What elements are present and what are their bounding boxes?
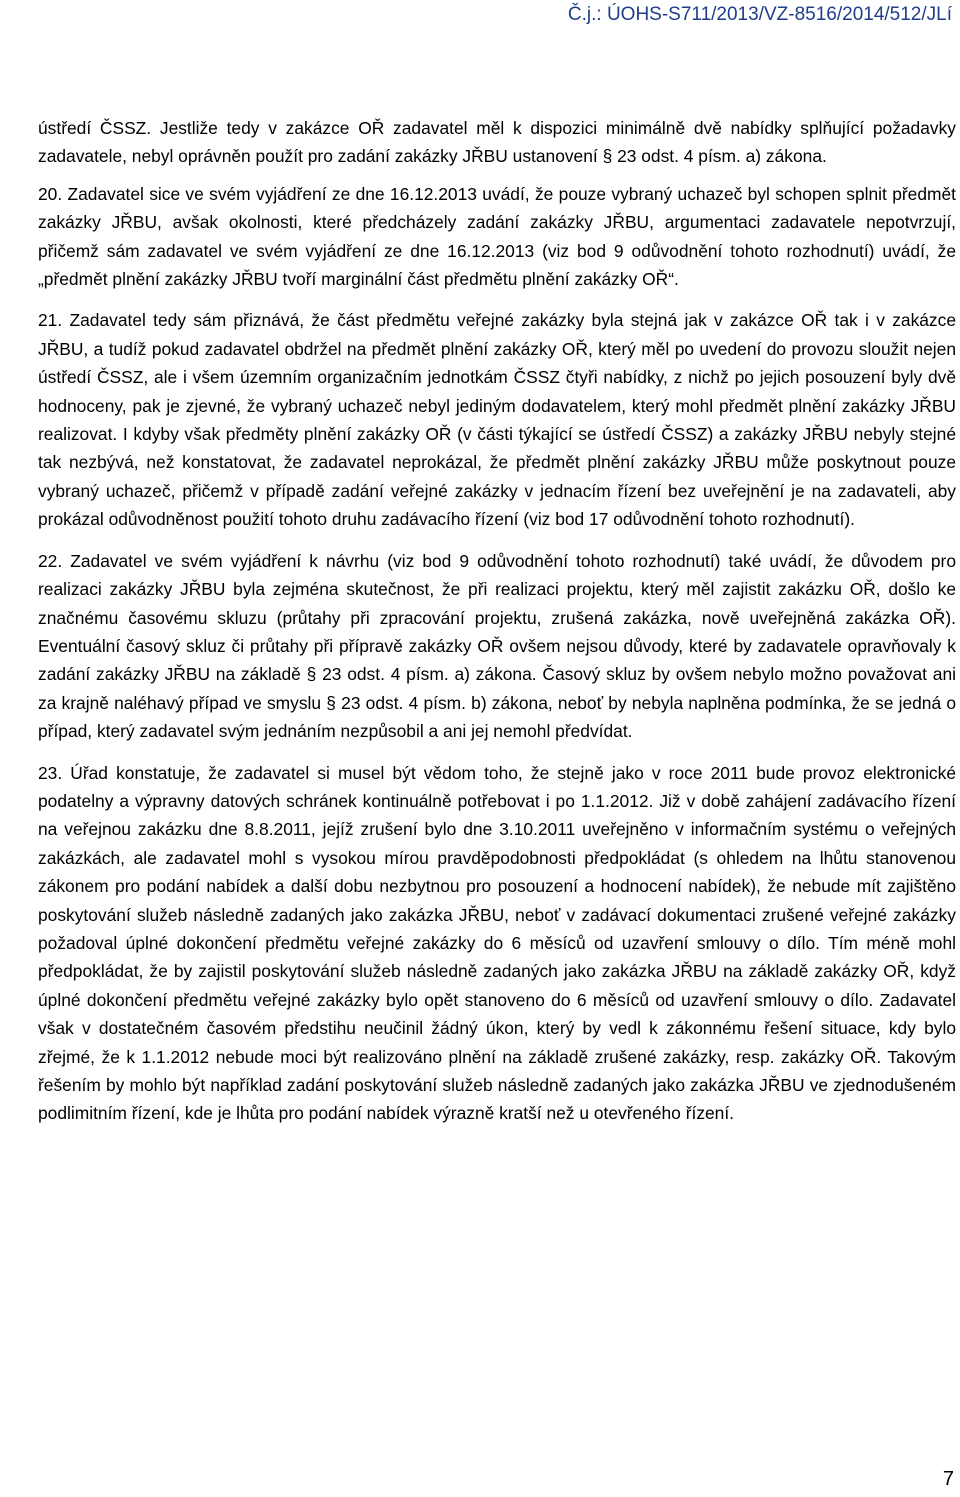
paragraph-21: 21. Zadavatel tedy sám přiznává, že část předmětu veřejné zakázky byla stejná jak v zakázce OŘ tak i v zakázce JŘBU, a tudíž pokud zadavatel obdržel na předmět plnění zakázky OŘ, který měl po uvedení do provozu sloužit nejen ústředí ČSSZ, ale i všem územním organizačním jednotkám ČSSZ čtyři nabídky, z nichž po jejich posouzení byly dvě hodnoceny, pak je zjevné, že vybraný uchazeč nebyl jediným dodavatelem, který mohl předmět plnění zakázky JŘBU realizovat. I kdyby však předměty plnění zakázky OŘ (v části týkající se ústředí ČSSZ) a zakázky JŘBU nebyly stejné tak nezbývá, než konstatovat, že zadavatel neprokázal, že předmět plnění zakázky JŘBU může poskytnout pouze vybraný uchazeč, přičemž v případě zadání veřejné zakázky v jednacím řízení bez uveřejnění je na zadavateli, aby prokázal odůvodněnost použití tohoto druhu zadávacího řízení (viz bod 17 odůvodnění tohoto rozhodnutí). [38,310,956,530]
paragraph-23: 23. Úřad konstatuje, že zadavatel si musel být vědom toho, že stejně jako v roce 2011 bude provoz elektronické podatelny a výpravny datových schránek kontinuálně potřebovat i po 1.1.2012. Již v době zahájení zadávacího řízení na veřejnou zakázku dne 8.8.2011, jejíž zrušení bylo dne 3.10.2011 uveřejněno v informačním systému o veřejných zakázkách, ale zadavatel mohl s vysokou mírou pravděpodobnosti předpokládat (s ohledem na lhůtu stanovenou zákonem pro podání nabídek a další dobu nezbytnou pro posouzení a hodnocení nabídek), že nebude mít zajištěno poskytování služeb následně zadaných jako zakázka JŘBU, neboť v zadávací dokumentaci zrušené veřejné zakázky požadoval úplné dokončení předmětu veřejné zakázky do 6 měsíců od uzavření smlouvy o dílo. Tím méně mohl předpokládat, že by zajistil poskytování služeb následně zadaných jako zakázka JŘBU na základě zakázky OŘ, když úplné dokončení předmětu veřejné zakázky bylo opět stanoveno do 6 měsíců od uzavření smlouvy o dílo. Zadavatel však v dostatečném časovém předstihu neučinil žádný úkon, který by vedl k zákonnému řešení situace, kdy bylo zřejmé, že k 1.1.2012 nebude moci být realizováno plnění na základě zrušené zakázky, resp. zakázky OŘ. Takovým řešením by mohlo být například zadání poskytování služeb následně zadaných jako zakázka JŘBU ve zjednodušeném podlimitním řízení, kde je lhůta pro podání nabídek výrazně kratší než u otevřeného řízení. [38,762,956,1124]
paragraph-22: 22. Zadavatel ve svém vyjádření k návrhu (viz bod 9 odůvodnění tohoto rozhodnutí) také uvádí, že důvodem pro realizaci zakázky JŘBU byla zejména skutečnost, že při realizaci projektu, který měl zajistit zakázku OŘ, došlo ke značnému časovému skluzu (průtahy při zpracování projektu, zrušená zakázka, nově uveřejněná zakázka OŘ). Eventuální časový skluz či průtahy při přípravě zakázky OŘ ovšem nejsou důvody, které by zadavatele opravňovaly k zadání zakázky JŘBU na základě § 23 odst. 4 písm. a) zákona. Časový skluz by ovšem nebylo možno považovat ani za krajně naléhavý případ ve smyslu § 23 odst. 4 písm. b) zákona, neboť by nebyla naplněna podmínka, že se jedná o případ, který zadavatel svým jednáním nezpůsobil a ani jej nemohl předvídat. [38,550,956,742]
document-body [38,114,956,1141]
page-number: 7 [942,1468,954,1490]
document-reference-header: Č.j.: ÚOHS-S711/2013/VZ-8516/2014/512/JLí [567,4,952,25]
paragraph-continuation: ústředí ČSSZ. Jestliže tedy v zakázce OŘ zadavatel měl k dispozici minimálně dvě nabídky splňující požadavky zadavatele, nebyl oprávněn použít pro zadání zakázky JŘBU ustanovení § 23 odst. 4 písm. a) zákona. [38,118,956,167]
paragraph-20: 20. Zadavatel sice ve svém vyjádření ze dne 16.12.2013 uvádí, že pouze vybraný uchazeč byl schopen splnit předmět zakázky JŘBU, avšak okolnosti, které předcházely zadání zakázky JŘBU, argumentaci zadavatele nepotvrzují, přičemž sám zadavatel ve svém vyjádření ze dne 16.12.2013 (viz bod 9 odůvodnění tohoto rozhodnutí) uvádí, že „předmět plnění zakázky JŘBU tvoří marginální část předmětu plnění zakázky OŘ“. [38,183,956,290]
